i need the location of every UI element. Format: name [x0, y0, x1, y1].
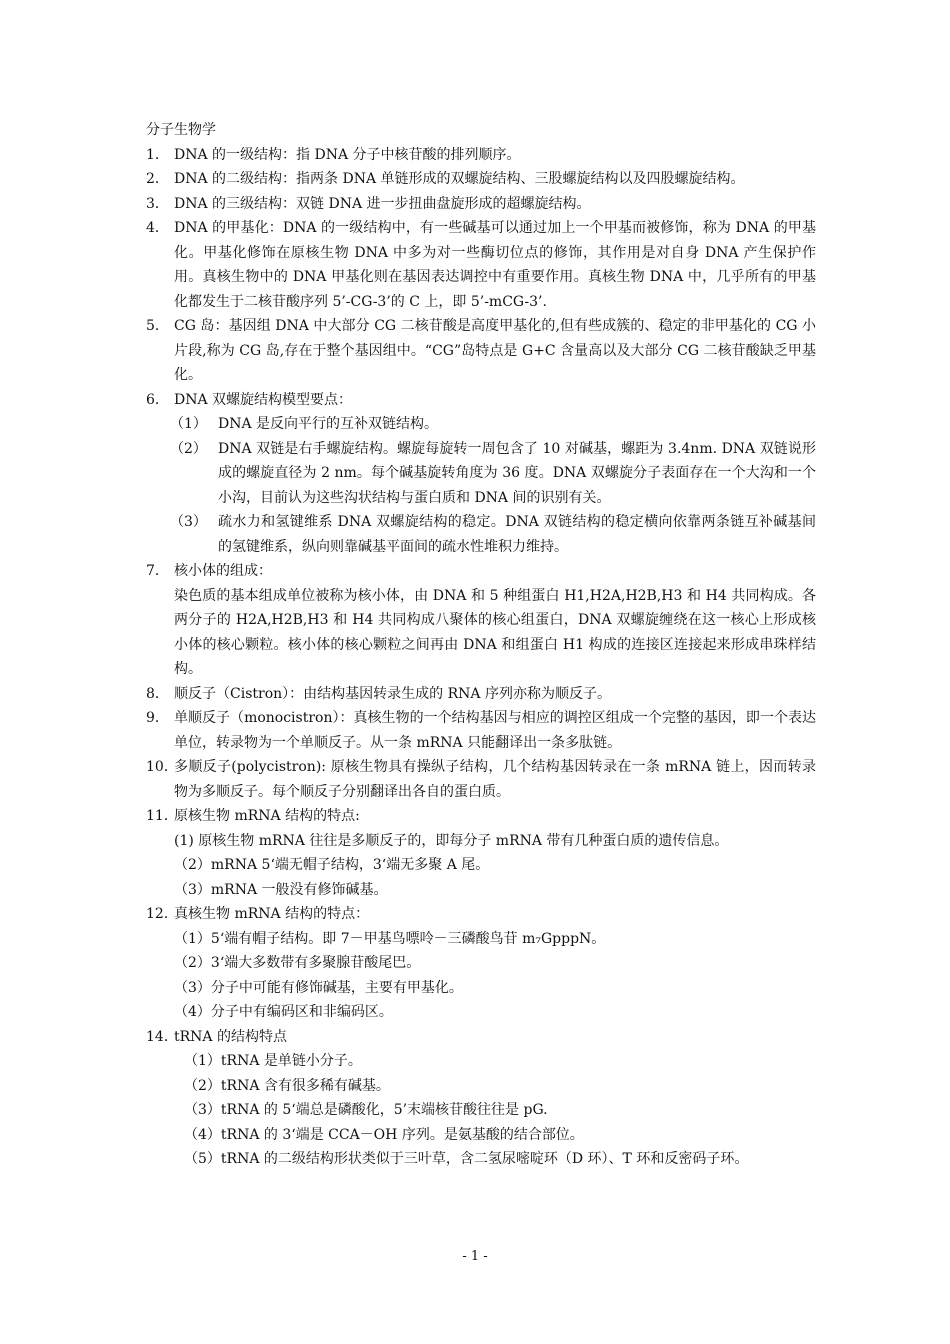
item-text: DNA 双螺旋结构模型要点：: [174, 391, 353, 408]
list-item: [146, 804, 816, 829]
item-text: DNA 的一级结构：指 DNA 分子中核苷酸的排列顺序。: [174, 146, 521, 163]
item-number: 2．: [146, 171, 169, 187]
item-number: 1．: [146, 146, 169, 163]
sub-item: （3）mRNA 一般没有修饰碱基。: [174, 881, 388, 898]
item-number: 11．: [146, 808, 178, 824]
list-item: [146, 314, 816, 388]
sub-item: （2）tRNA 含有很多稀有碱基。: [184, 1077, 390, 1094]
item-text: DNA 的甲基化：DNA 的一级结构中，有一些碱基可以通过加上一个甲基而被修饰，称为 DNA 的甲基化。甲基化修饰在原核生物 DNA 中多为对一些酶切位点的修饰，其作用是对自身 DNA 产生保护作用。真核生物中的 DNA 甲基化则在基因表达调控中有重要作用。真核生物 DNA 中，几乎所有的甲基化都发生于二核苷酸序列 5’-CG-3’的 C 上，即 5’-mCG-3’.: [174, 220, 816, 310]
document-body: [146, 118, 816, 1172]
sub-item-text: DNA 是反向平行的互补双链结构。: [218, 416, 439, 432]
list-item: [146, 216, 816, 314]
item-number: 12．: [146, 906, 178, 922]
list-item: [146, 388, 816, 413]
page-number: - 1 -: [462, 1249, 488, 1264]
sub-item: （1）tRNA 是单链小分子。: [184, 1053, 362, 1069]
item-number: 6．: [146, 391, 169, 408]
sub-item-number: （1）: [170, 416, 207, 432]
list-item: [146, 682, 816, 707]
list-item: [146, 902, 816, 927]
item-heading: 真核生物 mRNA 结构的特点：: [174, 906, 370, 922]
paragraph: 染色质的基本组成单位被称为核小体，由 DNA 和 5 种组蛋白 H1,H2A,H2B,H3 和 H4 共同构成。各两分子的 H2A,H2B,H3 和 H4 共同构成八聚体的核心组蛋白，DNA 双螺旋缠绕在这一核心上形成核小体的核心颗粒。核小体的核心颗粒之间再由 DNA 和组蛋白 H1 构成的连接区连接起来形成串珠样结构。: [174, 587, 816, 677]
sub-item: （1）5‘端有帽子结构。即 7－甲基鸟嘌呤－三磷酸鸟苷 m₇GpppN。: [174, 930, 606, 947]
item-text: CG 岛：基因组 DNA 中大部分 CG 二核苷酸是高度甲基化的,但有些成簇的、稳定的非甲基化的 CG 小片段,称为 CG 岛,存在于整个基因组中。“CG”岛特点是 G+C 含量高以及大部分 CG 二核苷酸缺乏甲基化。: [174, 318, 816, 383]
item-number: 8．: [146, 685, 169, 702]
item-text: 多顺反子(polycistron): 原核生物具有操纵子结构，几个结构基因转录在一条 mRNA 链上，因而转录物为多顺反子。每个顺反子分别翻译出各自的蛋白质。: [174, 759, 816, 800]
item-heading: 原核生物 mRNA 结构的特点:: [174, 808, 360, 824]
list-item: [146, 192, 816, 217]
list-item: [146, 755, 816, 804]
list-item: [146, 167, 816, 192]
list-item: [146, 706, 816, 755]
sub-item: [146, 412, 816, 437]
item-number: 9．: [146, 710, 169, 726]
sub-item: （3）分子中可能有修饰碱基，主要有甲基化。: [174, 979, 463, 996]
page-title: 分子生物学: [146, 122, 216, 138]
item-text: 单顺反子（monocistron）：真核生物的一个结构基因与相应的调控区组成一个完整的基因，即一个表达单位，转录物为一个单顺反子。从一条 mRNA 只能翻译出一条多肽链。: [174, 710, 816, 751]
item-number: 14．: [146, 1028, 178, 1045]
item-number: 5．: [146, 318, 169, 334]
item-number: 3．: [146, 195, 169, 212]
sub-item-text: 疏水力和氢键维系 DNA 双螺旋结构的稳定。DNA 双链结构的稳定横向依靠两条链互补碱基间的氢键维系，纵向则靠碱基平面间的疏水性堆积力维持。: [218, 514, 816, 555]
list-item: [146, 559, 816, 584]
item-text: DNA 的二级结构：指两条 DNA 单链形成的双螺旋结构、三股螺旋结构以及四股螺旋结构。: [174, 171, 745, 187]
sub-item: （4）tRNA 的 3‘端是 CCA－OH 序列。是氨基酸的结合部位。: [184, 1126, 584, 1143]
sub-item-number: （2）: [170, 440, 207, 457]
item-text: 顺反子（Cistron）：由结构基因转录生成的 RNA 序列亦称为顺反子。: [174, 685, 611, 702]
sub-item: [146, 510, 816, 559]
list-item: [146, 143, 816, 168]
item-number: 7．: [146, 563, 169, 579]
item-number: 10．: [146, 759, 178, 775]
sub-item-number: （3）: [170, 514, 207, 530]
item-heading: tRNA 的结构特点: [174, 1028, 287, 1045]
sub-item: （5）tRNA 的二级结构形状类似于三叶草，含二氢尿嘧啶环（D 环）、T 环和反密码子环。: [184, 1151, 749, 1167]
sub-item: （2）mRNA 5‘端无帽子结构，3‘端无多聚 A 尾。: [174, 857, 490, 873]
sub-item: （2）3‘端大多数带有多聚腺苷酸尾巴。: [174, 955, 421, 971]
item-heading: 核小体的组成：: [174, 563, 272, 579]
item-text: DNA 的三级结构：双链 DNA 进一步扭曲盘旋形成的超螺旋结构。: [174, 195, 591, 212]
list-item: [146, 1025, 816, 1050]
sub-item-text: DNA 双链是右手螺旋结构。螺旋每旋转一周包含了 10 对碱基，螺距为 3.4nm. DNA 双链说形成的螺旋直径为 2 nm。每个碱基旋转角度为 36 度。DNA 双螺旋分子表面存在一个大沟和一个小沟，目前认为这些沟状结构与蛋白质和 DNA 间的识别有关。: [218, 440, 816, 506]
item-number: 4．: [146, 220, 169, 236]
sub-item: (1) 原核生物 mRNA 往往是多顺反子的，即每分子 mRNA 带有几种蛋白质的遗传信息。: [174, 832, 729, 849]
sub-item: [146, 437, 816, 511]
sub-item: （3）tRNA 的 5‘端总是磷酸化，5’末端核苷酸往往是 pG.: [184, 1102, 548, 1118]
sub-item: （4）分子中有编码区和非编码区。: [174, 1004, 393, 1020]
